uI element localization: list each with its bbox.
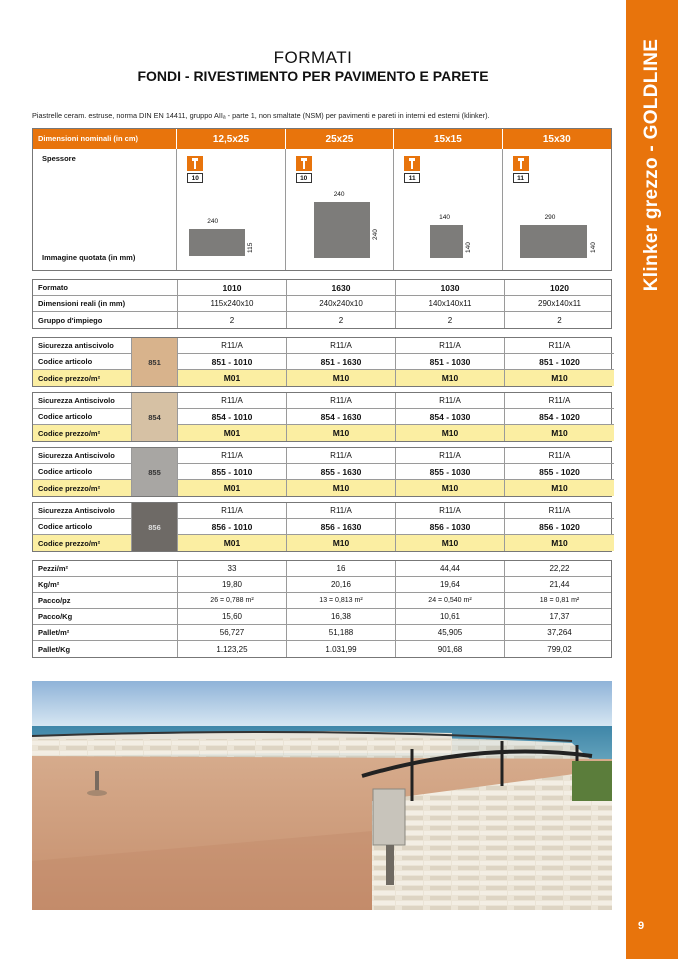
spec-value: 115x240x10 bbox=[178, 296, 287, 311]
packaging-value: 1.031,99 bbox=[287, 641, 396, 657]
price-code: M01 bbox=[178, 535, 287, 551]
packaging-value: 21,44 bbox=[549, 580, 570, 589]
safety-label: Sicurezza Antiscivolo bbox=[38, 396, 115, 405]
spec-value: 2 bbox=[557, 315, 562, 325]
safety-value: R11/A bbox=[287, 503, 396, 518]
packaging-value: 20,16 bbox=[287, 577, 396, 592]
spec-value: 1020 bbox=[550, 282, 569, 293]
packaging-row bbox=[33, 577, 611, 593]
packaging-value: 33 bbox=[178, 561, 287, 576]
price-label: Codice prezzo/m² bbox=[38, 538, 101, 548]
packaging-value: 16,38 bbox=[287, 609, 396, 624]
color-table-856 bbox=[32, 502, 612, 552]
price-code: M10 bbox=[287, 480, 396, 496]
page-subtitle: FONDI - RIVESTIMENTO PER PAVIMENTO E PARETE bbox=[137, 68, 489, 84]
safety-value: R11/A bbox=[548, 341, 571, 350]
tile-height-dim: 140 bbox=[465, 242, 473, 253]
packaging-value: 56,727 bbox=[178, 625, 287, 640]
price-code: M10 bbox=[396, 480, 505, 496]
tile-width-dim: 240 bbox=[207, 218, 219, 225]
price-code: M01 bbox=[178, 370, 287, 386]
price-label: Codice prezzo/m² bbox=[38, 483, 101, 493]
image-label: Immagine quotata (in mm) bbox=[42, 253, 136, 262]
price-code: M10 bbox=[287, 370, 396, 386]
format-image-cell bbox=[286, 149, 394, 270]
safety-value: R11/A bbox=[548, 396, 571, 405]
packaging-value: 37,264 bbox=[547, 628, 572, 637]
packaging-label: Pacco/Kg bbox=[33, 609, 178, 624]
article-code: 854 - 1630 bbox=[287, 409, 396, 424]
thickness-indicator bbox=[404, 156, 420, 183]
packaging-row bbox=[33, 625, 611, 641]
color-table-851 bbox=[32, 337, 612, 387]
thickness-value: 10 bbox=[187, 173, 203, 183]
packaging-value: 44,44 bbox=[396, 561, 505, 576]
tile-height-dim: 240 bbox=[371, 229, 379, 240]
safety-value: R11/A bbox=[178, 503, 287, 518]
safety-label: Sicurezza Antiscivolo bbox=[38, 451, 115, 460]
packaging-value: 19,64 bbox=[396, 577, 505, 592]
caliper-icon bbox=[513, 156, 529, 171]
color-table-854 bbox=[32, 392, 612, 442]
safety-value: R11/A bbox=[396, 393, 505, 408]
spec-label: Gruppo d'impiego bbox=[33, 312, 178, 328]
safety-label: Sicurezza antiscivolo bbox=[38, 341, 114, 350]
formats-body-row bbox=[33, 149, 611, 270]
thickness-indicator bbox=[513, 156, 529, 183]
thickness-value: 11 bbox=[404, 173, 420, 183]
page-number: 9 bbox=[637, 920, 645, 932]
article-code: 851 - 1630 bbox=[287, 354, 396, 369]
article-code: 856 - 1020 bbox=[539, 521, 580, 532]
spec-value: 2 bbox=[287, 312, 396, 328]
packaging-label: Pallet/Kg bbox=[33, 641, 178, 657]
tile-width-dim: 290 bbox=[544, 214, 556, 221]
price-code: M10 bbox=[551, 428, 568, 438]
spec-label: Formato bbox=[33, 280, 178, 295]
safety-value: R11/A bbox=[548, 451, 571, 460]
packaging-row bbox=[33, 609, 611, 625]
packaging-label: Pallet/m² bbox=[33, 625, 178, 640]
price-code: M10 bbox=[396, 535, 505, 551]
side-title bbox=[626, 0, 678, 330]
spec-value: 1030 bbox=[396, 280, 505, 295]
article-code: 851 - 1030 bbox=[396, 354, 505, 369]
packaging-value: 26 = 0,788 m² bbox=[178, 593, 287, 608]
caliper-icon bbox=[187, 156, 203, 171]
packaging-value: 901,68 bbox=[396, 641, 505, 657]
packaging-label: Pezzi/m² bbox=[33, 561, 178, 576]
packaging-label: Pacco/pz bbox=[33, 593, 178, 608]
spec-label: Dimensioni reali (in mm) bbox=[33, 296, 178, 311]
packaging-row bbox=[33, 593, 611, 609]
article-code: 855 - 1030 bbox=[396, 464, 505, 479]
safety-label: Sicurezza Antiscivolo bbox=[38, 506, 115, 515]
price-code: M01 bbox=[178, 425, 287, 441]
safety-value: R11/A bbox=[178, 448, 287, 463]
article-code: 854 - 1020 bbox=[539, 411, 580, 422]
safety-value: R11/A bbox=[396, 338, 505, 353]
spec-value: 2 bbox=[178, 312, 287, 328]
article-code: 856 - 1630 bbox=[287, 519, 396, 534]
spec-row-group bbox=[33, 312, 611, 328]
format-image-cell bbox=[394, 149, 502, 270]
packaging-row bbox=[33, 561, 611, 577]
packaging-row bbox=[33, 641, 611, 657]
article-code: 851 - 1020 bbox=[539, 356, 580, 367]
tile-15x15-image bbox=[430, 225, 463, 258]
intro-text: Piastrelle ceram. estruse, norma DIN EN 14411, gruppo AIIₐ - parte 1, non smaltate (NSM) per pavimenti e pareti in interni ed esterni (klinker). bbox=[32, 111, 490, 120]
safety-value: R11/A bbox=[548, 506, 571, 515]
format-image-cell bbox=[177, 149, 285, 270]
article-label: Codice articolo bbox=[38, 412, 93, 421]
packaging-value: 18 = 0,81 m² bbox=[539, 597, 580, 604]
article-code: 856 - 1010 bbox=[178, 519, 287, 534]
article-code: 851 - 1010 bbox=[178, 354, 287, 369]
format-col-header: 12,5x25 bbox=[177, 129, 285, 149]
tile-12x25-image bbox=[189, 229, 245, 256]
caliper-icon bbox=[404, 156, 420, 171]
color-swatch-855: 855 bbox=[131, 448, 178, 496]
tile-15x30-image bbox=[520, 225, 587, 258]
format-image-cell bbox=[503, 149, 611, 270]
formats-header-row bbox=[33, 129, 611, 149]
formats-table bbox=[32, 128, 612, 271]
price-code: M10 bbox=[551, 483, 568, 493]
formats-body-label-cell bbox=[33, 149, 177, 270]
thickness-value: 11 bbox=[513, 173, 529, 183]
article-code: 856 - 1030 bbox=[396, 519, 505, 534]
terrace-photo bbox=[32, 681, 612, 910]
format-col-header: 15x30 bbox=[542, 133, 571, 145]
spec-table bbox=[32, 279, 612, 329]
thickness-indicator bbox=[187, 156, 203, 183]
packaging-value: 45,905 bbox=[396, 625, 505, 640]
page-title: FORMATI bbox=[273, 48, 353, 67]
tile-width-dim: 140 bbox=[439, 214, 450, 221]
price-code: M10 bbox=[396, 425, 505, 441]
spec-value: 290x140x11 bbox=[538, 299, 581, 308]
side-title-text: Klinker grezzo - GOLDLINE bbox=[641, 38, 663, 292]
packaging-value: 10,61 bbox=[396, 609, 505, 624]
packaging-value: 799,02 bbox=[547, 644, 572, 654]
format-col-header: 25x25 bbox=[286, 129, 394, 149]
spec-value: 1630 bbox=[287, 280, 396, 295]
article-code: 855 - 1010 bbox=[178, 464, 287, 479]
price-label: Codice prezzo/m² bbox=[38, 428, 101, 438]
packaging-table bbox=[32, 560, 612, 658]
packaging-value: 19,80 bbox=[178, 577, 287, 592]
color-swatch-856: 856 bbox=[131, 503, 178, 551]
article-code: 855 - 1020 bbox=[539, 466, 580, 477]
tile-width-dim: 240 bbox=[333, 191, 345, 198]
packaging-value: 24 = 0,540 m² bbox=[396, 593, 505, 608]
packaging-value: 16 bbox=[287, 561, 396, 576]
safety-value: R11/A bbox=[287, 393, 396, 408]
article-label: Codice articolo bbox=[38, 522, 93, 531]
color-swatch-851: 851 bbox=[131, 338, 178, 386]
caliper-icon bbox=[296, 156, 312, 171]
safety-value: R11/A bbox=[178, 393, 287, 408]
article-code: 854 - 1010 bbox=[178, 409, 287, 424]
price-code: M10 bbox=[287, 425, 396, 441]
price-code: M10 bbox=[396, 370, 505, 386]
color-table-855 bbox=[32, 447, 612, 497]
article-label: Codice articolo bbox=[38, 357, 93, 366]
thickness-value: 10 bbox=[296, 173, 312, 183]
thickness-label: Spessore bbox=[42, 154, 76, 163]
spec-value: 240x240x10 bbox=[287, 296, 396, 311]
spec-value: 140x140x11 bbox=[396, 296, 505, 311]
tile-height-dim: 140 bbox=[589, 242, 597, 253]
thickness-indicator bbox=[296, 156, 312, 183]
article-code: 855 - 1630 bbox=[287, 464, 396, 479]
tile-25x25-image bbox=[314, 202, 370, 258]
spec-row-dimensions bbox=[33, 296, 611, 312]
spec-value: 1010 bbox=[178, 280, 287, 295]
spec-row-formato bbox=[33, 280, 611, 296]
safety-value: R11/A bbox=[287, 448, 396, 463]
price-code: M10 bbox=[287, 535, 396, 551]
price-code: M01 bbox=[178, 480, 287, 496]
packaging-value: 22,22 bbox=[549, 564, 570, 573]
packaging-value: 1.123,25 bbox=[178, 641, 287, 657]
price-code: M10 bbox=[551, 538, 568, 548]
formats-header-label: Dimensioni nominali (in cm) bbox=[33, 129, 177, 149]
safety-value: R11/A bbox=[178, 338, 287, 353]
article-code: 854 - 1030 bbox=[396, 409, 505, 424]
tile-height-dim: 115 bbox=[247, 242, 255, 253]
price-label: Codice prezzo/m² bbox=[38, 373, 101, 383]
article-label: Codice articolo bbox=[38, 467, 93, 476]
price-code: M10 bbox=[551, 373, 568, 383]
packaging-label: Kg/m² bbox=[33, 577, 178, 592]
safety-value: R11/A bbox=[396, 448, 505, 463]
safety-value: R11/A bbox=[287, 338, 396, 353]
safety-value: R11/A bbox=[396, 503, 505, 518]
format-col-header: 15x15 bbox=[394, 129, 502, 149]
color-swatch-854: 854 bbox=[131, 393, 178, 441]
packaging-value: 51,188 bbox=[287, 625, 396, 640]
packaging-value: 13 = 0,813 m² bbox=[287, 593, 396, 608]
packaging-value: 17,37 bbox=[549, 612, 570, 621]
spec-value: 2 bbox=[396, 312, 505, 328]
packaging-value: 15,60 bbox=[178, 609, 287, 624]
